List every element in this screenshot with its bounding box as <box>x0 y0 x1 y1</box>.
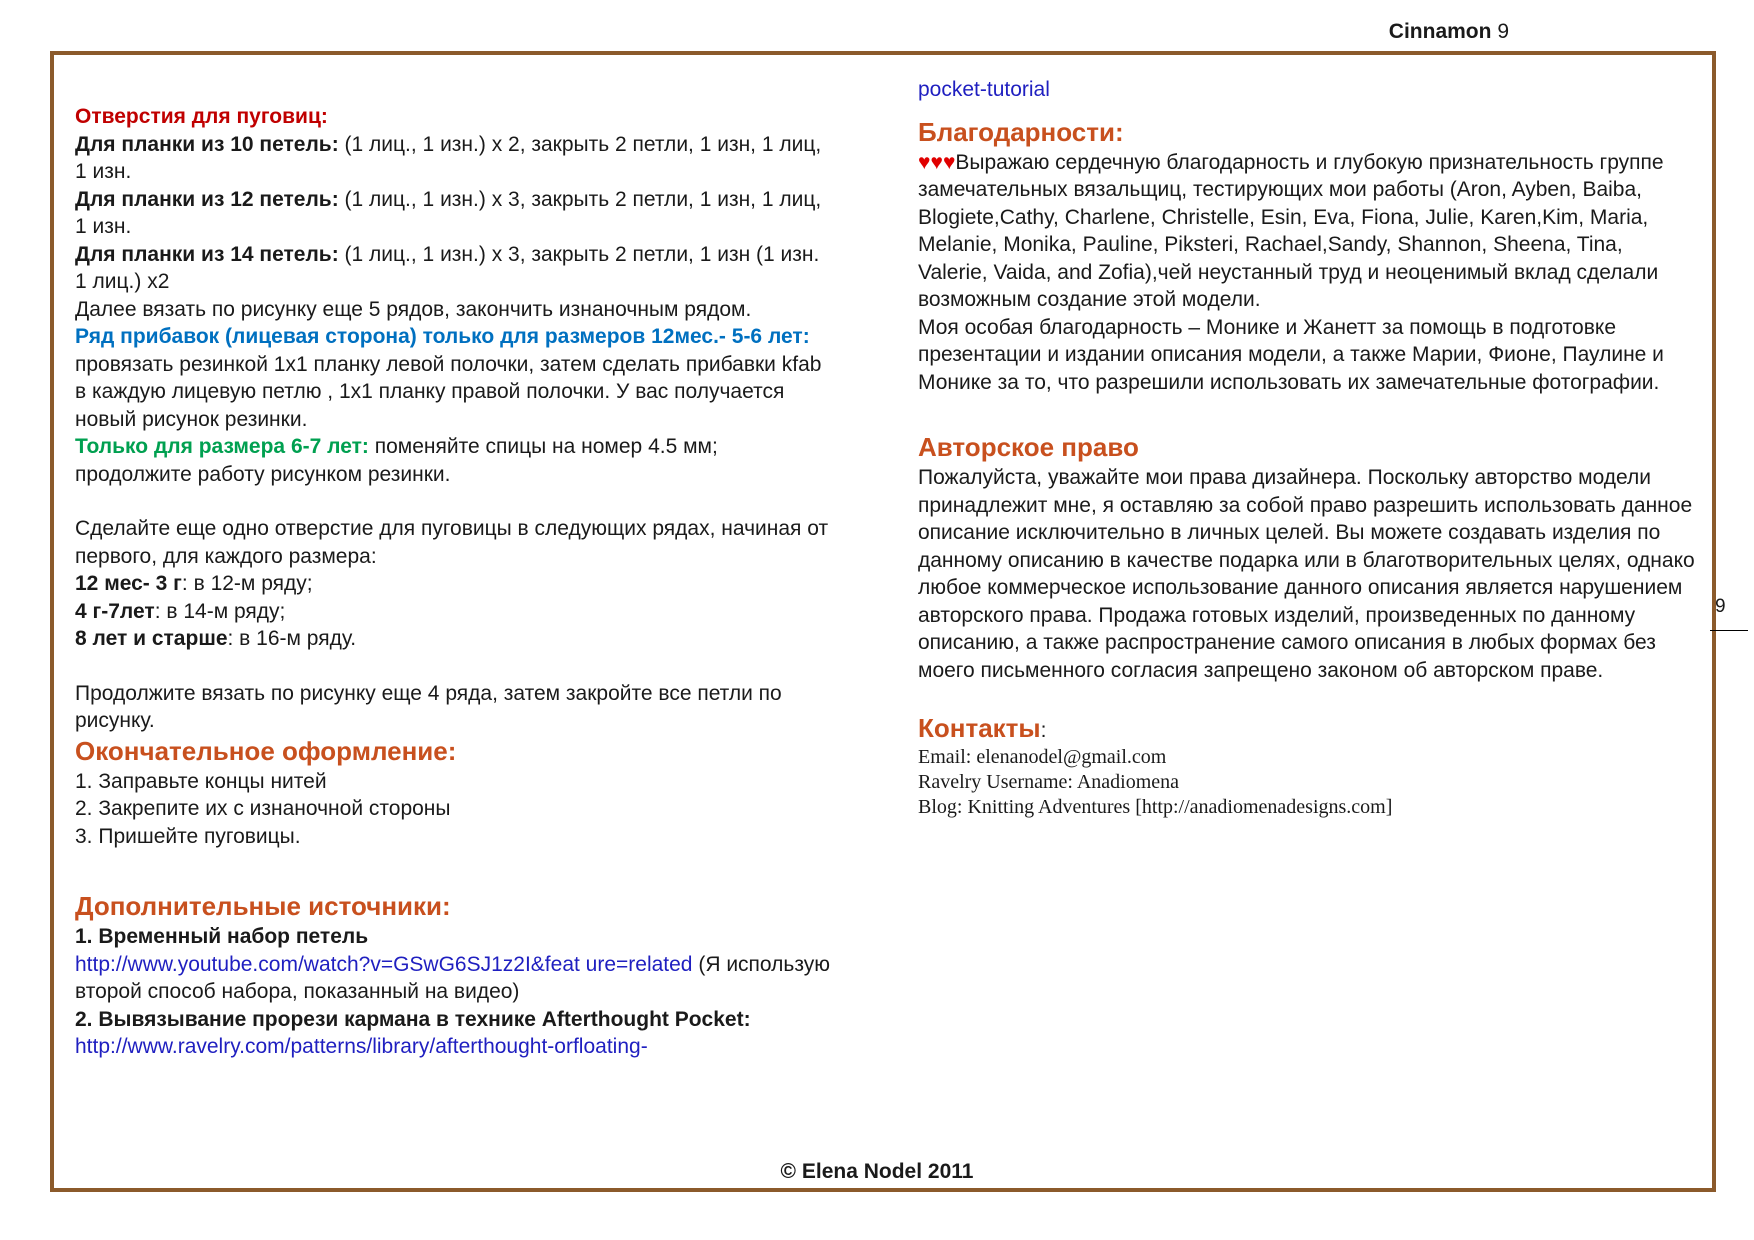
thanks-paragraph <box>918 149 1698 314</box>
spacer <box>918 396 1698 431</box>
left-column <box>75 103 835 1061</box>
increase-label: Ряд прибавок (лицевая сторона) только для размеров 12мес.- 5-6 лет: <box>75 325 810 348</box>
finishing-step: 2. Закрепите их с изнаночной стороны <box>75 797 451 820</box>
increase-text: провязать резинкой 1х1 планку левой полочки, затем сделать прибавки kfab в каждую лицевую петлю , 1х1 планку правой полочки. У вас получается новый рисунок резинки. <box>75 352 822 431</box>
finishing-step: 3. Пришейте пуговицы. <box>75 824 301 848</box>
band14-label: Для планки из 14 петель: <box>75 242 339 266</box>
size67-text: поменяйте спицы на номер 4.5 мм; продолжите работу рисунком резинки. <box>75 435 718 486</box>
copyright-footer: © Elena Nodel 2011 <box>780 1160 974 1183</box>
bind-off-text: Продолжите вязать по рисунку еще 4 ряда, затем закройте все петли по рисунку. <box>75 681 782 732</box>
buttonholes-heading: Отверстия для пуговиц: <box>75 105 328 128</box>
row-size: 4 г-7лет <box>75 599 155 623</box>
band12-label: Для планки из 12 петель: <box>75 187 339 211</box>
page-header <box>1389 20 1509 44</box>
band14-paragraph <box>75 241 835 296</box>
side-page-number: 9 <box>1715 596 1726 617</box>
finishing-heading: Окончательное оформление: <box>75 735 457 766</box>
band10-paragraph <box>75 131 835 186</box>
spacer <box>918 684 1698 712</box>
band10-label: Для планки из 10 петель: <box>75 132 339 156</box>
resource1-title: 1. Временный набор петель <box>75 925 369 948</box>
thanks-special: Моя особая благодарность – Монике и Жанетт за помощь в подготовке презентации и издании описания модели, а также Марии, Фионе, Паулине и Монике за то, что разрешили использовать их замечательные фотографии. <box>918 315 1664 394</box>
row-text: : в 16-м ряду. <box>227 627 357 650</box>
finishing-step: 1. Заправьте концы нитей <box>75 769 327 793</box>
contacts-heading-line <box>918 712 1698 745</box>
contacts-colon: : <box>1040 719 1047 742</box>
continue-text: Далее вязать по рисунку еще 5 рядов, закончить изнаночным рядом. <box>75 297 752 321</box>
row-size: 12 мес- 3 г <box>75 572 182 595</box>
contact-ravelry: Ravelry Username: Anadiomena <box>918 771 1180 793</box>
row-item <box>75 598 835 626</box>
header-title: Cinnamon <box>1388 20 1492 43</box>
resource1-note: (Я использую второй способ набора, показанный на видео) <box>75 952 830 1003</box>
resource1-link[interactable]: http://www.youtube.com/watch?v=GSwG6SJ1z2I&feat ure=related <box>75 952 693 976</box>
row-size: 8 лет и старше <box>75 627 228 650</box>
size67-paragraph <box>75 433 835 488</box>
row-text: : в 14-м ряду; <box>154 599 286 623</box>
resource2-link[interactable]: http://www.ravelry.com/patterns/library/afterthought-orfloating- <box>75 1035 648 1058</box>
band10-text: (1 лиц., 1 изн.) x 2, закрыть 2 петли, 1 изн, 1 лиц, 1 изн. <box>75 132 822 183</box>
side-divider <box>1710 630 1748 631</box>
copyright-text: Пожалуйста, уважайте мои права дизайнера. Поскольку авторство модели принадлежит мне, я оставляю за собой право разрешить использовать данное описание исключительно в личных целей. Вы можете создавать изделия по данному описанию в качестве подарка или в благотворительных целях, однако любое коммерческое использование данного описания является нарушением авторского права. Продажа готовых изделий, произведенных по данному описанию, а также распространение самого описания в любых формах без моего письменного согласия запрещено законом об авторском праве. <box>918 466 1695 682</box>
header-page-number: 9 <box>1497 20 1509 43</box>
another-hole-text: Сделайте еще одно отверстие для пуговицы в следующих рядах, начиная от первого, для каждого размера: <box>75 517 829 568</box>
row-item <box>75 625 835 653</box>
row-text: : в 12-м ряду; <box>181 572 313 595</box>
resource2-link-continued[interactable]: pocket-tutorial <box>918 78 1050 101</box>
right-column <box>918 76 1698 820</box>
hearts-icon: ♥♥♥ <box>918 150 956 174</box>
resource2-title: 2. Вывязывание прорези кармана в технике Afterthought Pocket: <box>75 1007 751 1031</box>
band14-text: (1 лиц., 1 изн.) x 3, закрыть 2 петли, 1 изн (1 изн. 1 лиц.) x2 <box>75 242 820 293</box>
band12-paragraph <box>75 186 835 241</box>
thanks-text: Выражаю сердечную благодарность и глубокую признательность группе замечательных вязальщиц, тестирующих мои работы (Aron, Ayben, Baiba, Blogiete,Cathy, Charlene, Christelle, Esin, Eva, Fiona, Julie, Karen,Kim, Maria, Melanie, Monika, Pauline, Piksteri, Rachael,Sandy, Shannon, Sheena, Tina, Valerie, Vaida, and Zofia),чей неустанный труд и неоценимый вклад сделали возможным создание этой модели. <box>918 150 1664 311</box>
resources-heading: Дополнительные источники: <box>75 891 451 921</box>
spacer <box>75 653 835 680</box>
size67-label: Только для размера 6-7 лет: <box>75 435 369 458</box>
row-item <box>75 570 835 598</box>
contacts-heading: Контакты <box>918 713 1041 743</box>
increase-paragraph <box>75 323 835 433</box>
spacer <box>75 488 835 515</box>
resource1-paragraph <box>75 951 835 1006</box>
band12-text: (1 лиц., 1 изн.) x 3, закрыть 2 петли, 1 изн, 1 лиц, 1 изн. <box>75 187 822 238</box>
spacer <box>75 850 835 890</box>
spacer <box>918 104 1698 116</box>
copyright-heading: Авторское право <box>918 432 1139 462</box>
thanks-heading: Благодарности: <box>918 116 1124 147</box>
contact-email: Email: elenanodel@gmail.com <box>918 746 1167 768</box>
contact-blog: Blog: Knitting Adventures [http://anadiomenadesigns.com] <box>918 796 1393 818</box>
